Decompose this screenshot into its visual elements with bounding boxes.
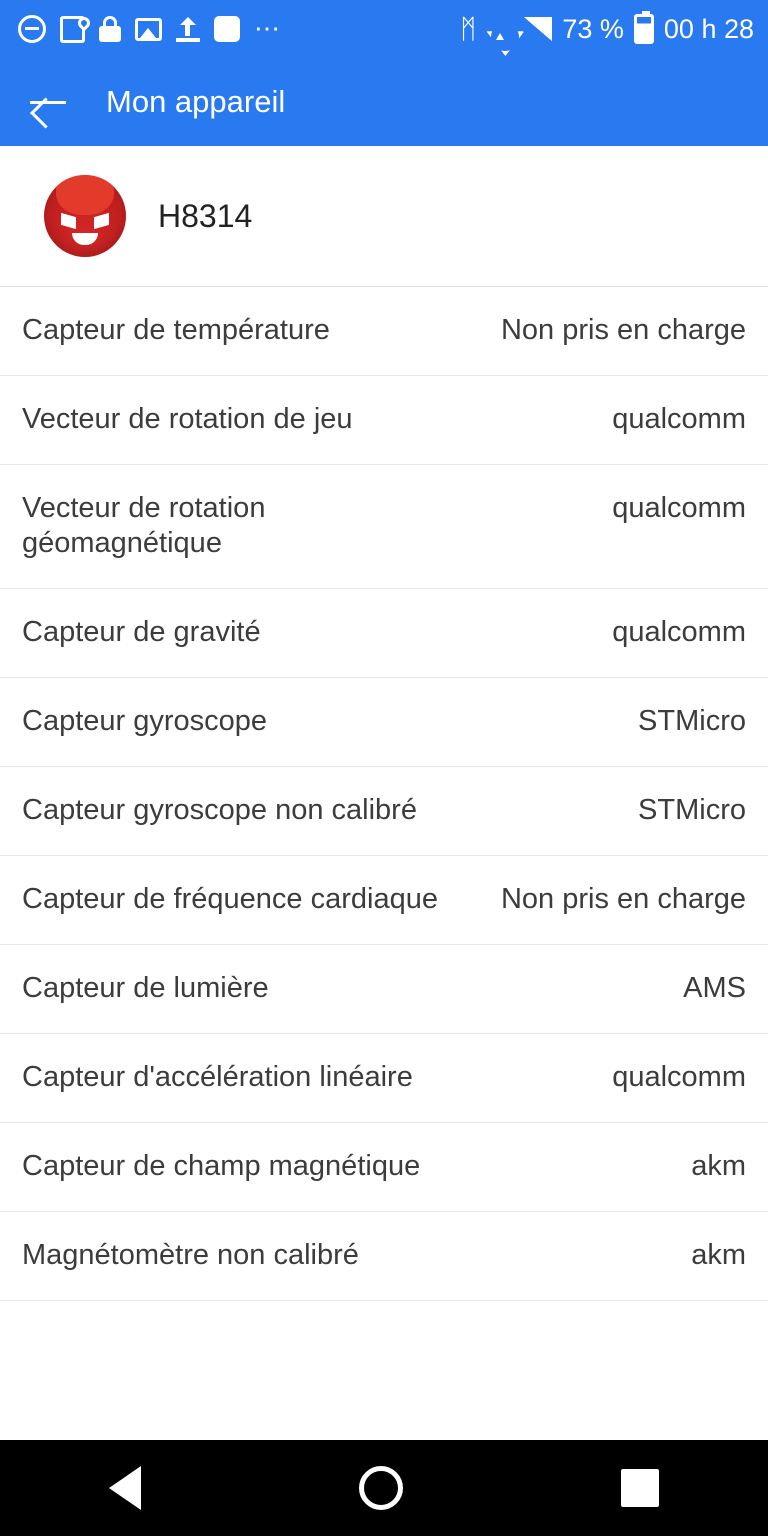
- sensor-vendor: qualcomm: [612, 492, 746, 524]
- device-header: [0, 146, 768, 287]
- table-row[interactable]: [0, 767, 768, 856]
- overflow-dots-icon: ⋯: [254, 13, 283, 44]
- sensor-list[interactable]: [0, 287, 768, 1440]
- lock-icon: [99, 16, 121, 42]
- image-icon: [135, 18, 162, 41]
- sensor-vendor: akm: [691, 1149, 746, 1182]
- table-row[interactable]: [0, 1123, 768, 1212]
- bluetooth-icon: ᛗ: [460, 13, 477, 44]
- battery-charging-icon: [634, 14, 654, 44]
- sensor-name: Capteur de champ magnétique: [22, 1149, 421, 1182]
- sensor-vendor: STMicro: [638, 793, 746, 826]
- sensor-name: Magnétomètre non calibré: [22, 1238, 359, 1271]
- sensor-name: Capteur gyroscope: [22, 704, 268, 737]
- sensor-vendor: STMicro: [638, 704, 746, 737]
- sensor-name: Vecteur de rotation de jeu: [22, 403, 353, 435]
- nav-home-icon[interactable]: [359, 1466, 403, 1510]
- sensor-vendor: qualcomm: [612, 615, 746, 648]
- table-row[interactable]: [0, 287, 768, 376]
- clock-label: 00 h 28: [663, 13, 754, 44]
- page-title: Mon appareil: [106, 84, 286, 119]
- table-row[interactable]: [0, 589, 768, 678]
- upload-icon: [176, 17, 200, 42]
- app-bar: [0, 58, 768, 146]
- sensor-vendor: Non pris en charge: [500, 314, 746, 346]
- table-row[interactable]: [0, 678, 768, 767]
- sensor-name: Capteur de température: [22, 314, 330, 346]
- table-row[interactable]: [0, 856, 768, 945]
- nav-recents-icon[interactable]: [621, 1469, 659, 1507]
- status-bar-notification-icons: [18, 15, 460, 43]
- sensor-name: Capteur de lumière: [22, 971, 269, 1004]
- device-name-label: H8314: [158, 197, 253, 234]
- table-row[interactable]: [0, 1034, 768, 1123]
- table-row[interactable]: [0, 945, 768, 1034]
- antutu-logo-icon: [44, 175, 126, 257]
- sensor-name: Capteur de gravité: [22, 615, 261, 648]
- sensor-name: Capteur de fréquence cardiaque: [22, 882, 438, 915]
- status-bar-system-icons: [460, 14, 754, 45]
- sensor-vendor: akm: [691, 1238, 746, 1271]
- do-not-disturb-icon: [18, 15, 46, 43]
- table-row[interactable]: [0, 465, 768, 589]
- sensor-name: Capteur d'accélération linéaire: [22, 1060, 413, 1093]
- sensor-vendor: AMS: [683, 971, 746, 1004]
- sensor-name: Capteur gyroscope non calibré: [22, 793, 417, 826]
- sensor-vendor: Non pris en charge: [500, 882, 746, 915]
- table-row[interactable]: [0, 376, 768, 465]
- battery-percent-label: 73 %: [562, 13, 624, 44]
- system-navigation-bar: [0, 1440, 768, 1536]
- nav-back-icon[interactable]: [109, 1466, 141, 1510]
- square-icon: [214, 16, 240, 42]
- cellular-signal-icon: [524, 17, 552, 41]
- status-bar: [0, 0, 768, 58]
- maps-icon: [60, 16, 85, 43]
- sensor-vendor: qualcomm: [612, 1060, 746, 1093]
- sensor-name: Vecteur de rotation géomagnétique: [22, 492, 266, 560]
- back-arrow-icon[interactable]: [26, 80, 70, 124]
- wifi-icon: [486, 18, 514, 40]
- table-row[interactable]: [0, 1212, 768, 1301]
- sensor-vendor: qualcomm: [612, 403, 746, 435]
